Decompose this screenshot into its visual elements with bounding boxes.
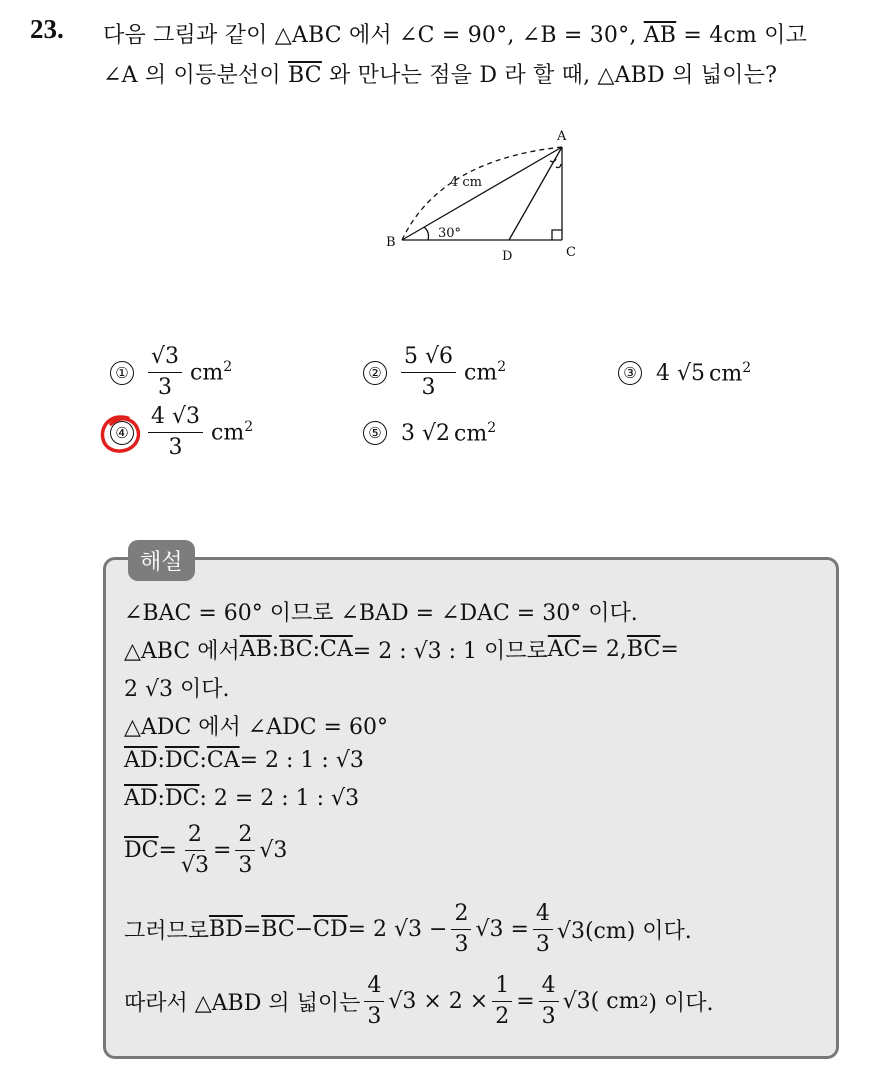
segment-dc: $\overline{DC}$	[164, 748, 200, 773]
bisect-mark-2	[556, 164, 561, 168]
solution-text: √3	[259, 838, 288, 863]
denominator: √3	[180, 853, 209, 878]
choice-number: ④	[110, 421, 134, 445]
numerator: 4 √3	[148, 404, 203, 433]
right-angle-mark	[552, 230, 562, 240]
segment-ab: $\overline{AB}$	[643, 23, 677, 48]
segment-ad: $\overline{AD}$	[124, 748, 158, 773]
segment-bc: $\overline{BC}$	[288, 63, 322, 88]
side-ab	[402, 147, 562, 240]
equals: =	[158, 838, 177, 863]
segment-dc: $\overline{DC}$	[164, 786, 200, 811]
solution-line3	[124, 672, 230, 703]
question-text: ∠A 의 이등분선이	[103, 63, 289, 88]
segment-bc: $\overline{BC}$	[279, 637, 313, 662]
choice-fraction	[148, 344, 182, 401]
unit-exponent: 2	[639, 993, 649, 1010]
solution-text: √3 =	[475, 917, 529, 942]
solution-text: △ABC 에서	[124, 639, 240, 664]
segment-bc: $\overline{BC}$	[626, 637, 661, 662]
segment-cd: $\overline{CD}$	[313, 917, 348, 942]
segment-ac: $\overline{AC}$	[547, 637, 581, 662]
unit-text: cm	[454, 421, 488, 447]
unit	[190, 359, 232, 385]
numerator: 4	[533, 901, 553, 930]
segment-bd: $\overline{BD}$	[209, 917, 243, 942]
choice-number: ②	[363, 361, 387, 385]
segment-ca: $\overline{CA}$	[320, 637, 353, 662]
solution-text: △ADC 에서 ∠ADC = 60°	[124, 715, 388, 740]
unit	[211, 419, 253, 445]
unit-text: cm	[190, 360, 224, 386]
solution-text: 따라서 △ABD 의 넓이는	[124, 991, 361, 1016]
denominator: 3	[238, 853, 253, 878]
colon: :	[157, 786, 165, 811]
solution-text: ∠BAC = 60° 이므로 ∠BAD = ∠DAC = 30° 이다.	[124, 601, 638, 626]
unit-text: cm	[464, 360, 498, 386]
unit-exponent: 2	[497, 359, 507, 376]
colon: :	[312, 637, 321, 662]
label-a: A	[557, 129, 567, 144]
segment-bc: $\overline{BC}$	[261, 917, 295, 942]
fraction	[533, 901, 553, 958]
fraction	[364, 973, 384, 1030]
solution-text: √3(cm) 이다.	[556, 919, 692, 944]
solution-text: = 2 : 1 : √3	[239, 748, 364, 773]
numerator: 2	[235, 822, 255, 851]
equals: =	[242, 917, 262, 942]
question-text: = 4cm 이고	[676, 23, 808, 48]
unit	[464, 359, 506, 385]
question-text-line2	[103, 58, 777, 89]
choice-value: 4 √5	[656, 360, 706, 386]
solution-line9	[124, 973, 713, 1030]
solution-text: = 2,	[580, 637, 627, 662]
solution-text: √3 × 2 ×	[388, 989, 489, 1014]
solution-text: 그러므로	[124, 919, 210, 944]
numerator: 2	[185, 822, 205, 851]
denominator: 3	[535, 932, 550, 957]
choice-2[interactable]	[363, 344, 506, 401]
numerator: 4	[364, 973, 384, 1002]
denominator: 2	[495, 1004, 510, 1029]
fraction	[235, 822, 255, 879]
choice-value: 3 √2	[401, 420, 451, 446]
bisect-mark-1	[550, 159, 556, 162]
label-b: B	[386, 235, 396, 250]
solution-text: : 2 = 2 : 1 : √3	[199, 786, 360, 811]
unit-text: cm	[211, 420, 245, 446]
choice-1[interactable]	[110, 344, 232, 401]
question-text: 다음 그림과 같이 △ABC 에서 ∠C = 90°, ∠B = 30°,	[103, 23, 644, 48]
solution-line1	[124, 596, 638, 627]
question-text-line1	[103, 18, 807, 49]
numerator: 4	[539, 973, 559, 1002]
numerator: 5 √6	[401, 344, 456, 373]
solution-text: √3( cm	[562, 989, 640, 1014]
denominator: 3	[168, 435, 183, 460]
label-d: D	[502, 249, 513, 264]
choice-fraction	[148, 404, 203, 461]
colon: :	[199, 748, 207, 773]
choice-number: ⑤	[363, 421, 387, 445]
solution-line8	[124, 901, 692, 958]
fraction	[451, 901, 471, 958]
solution-text: =	[660, 637, 679, 662]
solution-line2	[124, 634, 679, 665]
unit-exponent: 2	[487, 420, 497, 436]
unit-text: cm	[709, 361, 743, 387]
denominator: 3	[541, 1004, 556, 1029]
fraction	[492, 973, 512, 1030]
solution-line5	[124, 748, 364, 773]
question-number: 23.	[30, 14, 64, 44]
colon: :	[271, 637, 280, 662]
choice-number: ③	[618, 361, 642, 385]
numerator: 2	[451, 901, 471, 930]
segment-dc: $\overline{DC}$	[124, 838, 159, 863]
choice-5[interactable]	[363, 420, 496, 446]
minus: −	[294, 917, 314, 942]
segment-ab: $\overline{AB}$	[239, 637, 272, 662]
solution-text: 2 √3 이다.	[124, 677, 230, 702]
angle-arc	[424, 227, 429, 240]
solution-line7	[124, 822, 287, 879]
segment-ad: $\overline{AD}$	[124, 786, 158, 811]
choice-fraction	[401, 344, 456, 401]
label-c: C	[566, 245, 576, 260]
length-label: 4 cm	[450, 175, 483, 190]
choice-number: ①	[110, 361, 134, 385]
unit-exponent: 2	[223, 359, 233, 376]
denominator: 3	[367, 1004, 382, 1029]
triangle-figure	[380, 125, 590, 265]
equals: =	[212, 838, 232, 863]
solution-text: = 2 √3 −	[347, 917, 448, 942]
solution-text: = 2 : √3 : 1 이므로	[352, 639, 548, 664]
denominator: 3	[421, 375, 436, 400]
unit	[709, 360, 751, 386]
colon: :	[157, 748, 165, 773]
fraction	[539, 973, 559, 1030]
unit-exponent: 2	[244, 419, 254, 436]
fraction	[181, 822, 209, 879]
denominator: 3	[158, 375, 172, 400]
numerator: √3	[148, 344, 182, 373]
question-text: 와 만나는 점을 D 라 할 때, △ABD 의 넓이는?	[321, 63, 778, 88]
solution-badge: 해설	[128, 540, 195, 581]
angle-label: 30°	[438, 226, 462, 241]
denominator: 3	[454, 932, 469, 957]
solution-line6	[124, 786, 359, 811]
solution-text: ) 이다.	[648, 991, 714, 1016]
unit-exponent: 2	[742, 360, 752, 376]
equals: =	[516, 989, 535, 1014]
unit	[454, 420, 496, 446]
choice-3[interactable]	[618, 360, 751, 386]
answer-circle-mark	[98, 413, 142, 457]
segment-ca: $\overline{CA}$	[206, 748, 240, 773]
solution-line4	[124, 710, 388, 741]
numerator: 1	[492, 973, 512, 1002]
